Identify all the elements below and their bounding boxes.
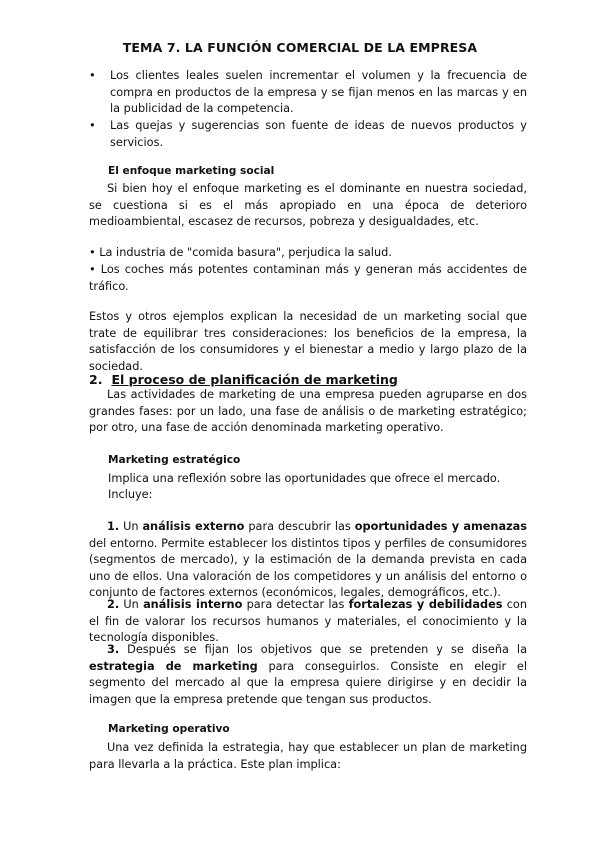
heading-marketing-estrategico: Marketing estratégico — [108, 454, 241, 466]
item-text: Después se fijan los objetivos que se pretenden y se diseña la — [127, 643, 527, 656]
list-item — [89, 118, 527, 151]
item-number: 1. — [107, 520, 120, 533]
heading-marketing-social: El enfoque marketing social — [108, 165, 275, 177]
section-number: 2. — [89, 372, 103, 387]
item-text: Un — [123, 520, 139, 533]
example-line: • Los coches más potentes contaminan más y generan más accidentes de tráfico. — [89, 263, 527, 293]
numbered-item — [89, 519, 527, 602]
item-number: 2. — [107, 598, 120, 611]
page-title: TEMA 7. LA FUNCIÓN COMERCIAL DE LA EMPRESA — [122, 40, 478, 55]
item-text: del entorno. Permite establecer los distintos tipos y perfiles de consumidores (segmentos de mercado), y la estimación de la demanda prevista en cada uno de ellos. Una valoración de los competidores y un análisis del entorno o conjunto de factores externos (económicos, legales, demográficos, etc.). — [89, 536, 527, 600]
item-text: Un — [123, 598, 139, 611]
item-bold: análisis interno — [143, 598, 243, 611]
paragraph: Estos y otros ejemplos explican la necesidad de un marketing social que trate de equilibrar tres consideraciones: los beneficios de la empresa, la satisfacción de los consumidores y el bienestar a medio y largo plazo de la sociedad. — [89, 310, 527, 373]
item-bold: fortalezas y debilidades — [348, 598, 503, 611]
list-item — [89, 68, 527, 118]
text-line: Implica una reflexión sobre las oportunidades que ofrece el mercado. — [108, 472, 501, 485]
paragraph: Las actividades de marketing de una empresa pueden agruparse en dos grandes fases: por un lado, una fase de análisis o de marketing estratégico; por otro, una fase de acción denominada marketing operativo. — [89, 388, 527, 435]
paragraph: Una vez definida la estrategia, hay que establecer un plan de marketing para llevarla a la práctica. Este plan implica: — [89, 741, 527, 771]
bullet-text: Las quejas y sugerencias son fuente de ideas de nuevos productos y servicios. — [110, 119, 527, 149]
item-text: con el fin de valorar los recursos humanos y materiales, el conocimiento y la tecnología disponibles. — [89, 598, 527, 645]
item-text: para conseguirlos. Consiste en elegir el segmento del mercado al que la empresa quiere dirigirse y en decidir la imagen que la empresa pretende que tengan sus productos. — [89, 659, 527, 706]
section-title: El proceso de planificación de marketing — [111, 372, 398, 387]
heading-marketing-operativo: Marketing operativo — [108, 723, 230, 735]
bullet-text: Los clientes leales suelen incrementar el volumen y la frecuencia de compra en productos de la empresa y se fijan menos en las marcas y en la publicidad de la competencia. — [110, 69, 527, 116]
item-bold: oportunidades y amenazas — [354, 520, 527, 533]
item-bold: estrategia de marketing — [89, 659, 258, 673]
item-bold: análisis externo — [142, 520, 245, 533]
item-text: para descubrir las — [248, 520, 351, 533]
paragraph: Si bien hoy el enfoque marketing es el dominante en nuestra sociedad, se cuestiona si es el más apropiado en una época de deterioro medioambiental, escasez de recursos, pobreza y desigualdades, etc. — [89, 182, 527, 229]
example-line: • La industria de "comida basura", perjudica la salud. — [89, 246, 392, 259]
text-line: Incluye: — [108, 488, 153, 501]
bullet-icon: • — [89, 119, 96, 132]
item-number: 3. — [107, 643, 120, 656]
numbered-item — [89, 642, 527, 708]
section-heading — [89, 372, 398, 387]
numbered-item — [89, 597, 527, 647]
item-text: para detectar las — [246, 598, 345, 611]
bullet-icon: • — [89, 69, 96, 82]
